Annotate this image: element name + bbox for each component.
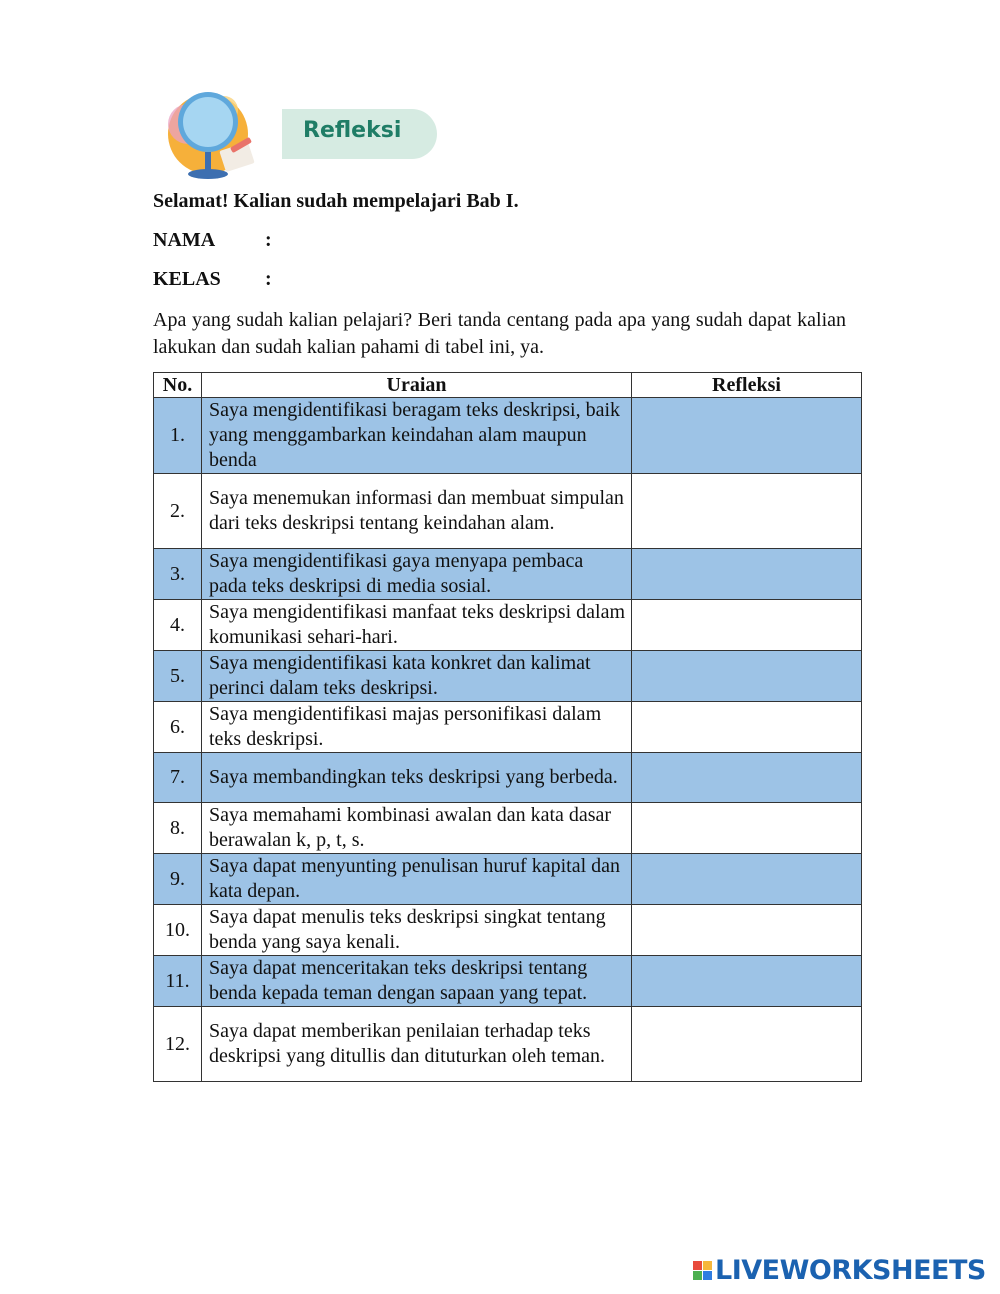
reflection-cell[interactable]: [632, 803, 862, 854]
instructions-text: Apa yang sudah kalian pelajari? Beri tanda centang pada apa yang sudah dapat kalian lakukan dan sudah kalian pahami di tabel ini, ya.: [153, 309, 846, 358]
header-no: No.: [154, 373, 202, 398]
reflection-cell[interactable]: [632, 1007, 862, 1082]
row-description: Saya mengidentifikasi majas personifikasi dalam teks deskripsi.: [202, 702, 632, 753]
row-number: 5.: [154, 651, 202, 702]
liveworksheets-logo-icon: [693, 1261, 712, 1280]
reflection-cell[interactable]: [632, 702, 862, 753]
reflection-cell[interactable]: [632, 956, 862, 1007]
reflection-cell[interactable]: [632, 474, 862, 549]
row-description: Saya dapat menulis teks deskripsi singkat tentang benda yang saya kenali.: [202, 905, 632, 956]
reflection-cell[interactable]: [632, 600, 862, 651]
table-row: [154, 803, 862, 854]
header-uraian: Uraian: [202, 373, 632, 398]
row-description: Saya dapat memberikan penilaian terhadap teks deskripsi yang ditullis dan dituturkan oleh teman.: [202, 1007, 632, 1082]
row-description: Saya mengidentifikasi gaya menyapa pembaca pada teks deskripsi di media sosial.: [202, 549, 632, 600]
row-number: 1.: [154, 398, 202, 474]
row-number: 2.: [154, 474, 202, 549]
name-label: NAMA: [153, 229, 216, 251]
table-header-row: [154, 373, 862, 398]
row-number: 9.: [154, 854, 202, 905]
liveworksheets-brand: LIVEWORKSHEETS: [715, 1254, 986, 1286]
table-row: [154, 854, 862, 905]
row-description: Saya membandingkan teks deskripsi yang berbeda.: [202, 753, 632, 803]
row-description: Saya dapat menyunting penulisan huruf kapital dan kata depan.: [202, 854, 632, 905]
table-row: [154, 702, 862, 753]
reflection-cell[interactable]: [632, 398, 862, 474]
header-refleksi: Refleksi: [632, 373, 862, 398]
row-description: Saya menemukan informasi dan membuat simpulan dari teks deskripsi tentang keindahan alam.: [202, 474, 632, 549]
row-description: Saya memahami kombinasi awalan dan kata dasar berawalan k, p, t, s.: [202, 803, 632, 854]
reflection-table: [153, 372, 862, 1082]
row-number: 10.: [154, 905, 202, 956]
row-number: 12.: [154, 1007, 202, 1082]
reflection-cell[interactable]: [632, 854, 862, 905]
reflection-cell[interactable]: [632, 549, 862, 600]
name-colon: :: [265, 229, 272, 251]
class-colon: :: [265, 268, 272, 290]
table-row: [154, 753, 862, 803]
row-number: 7.: [154, 753, 202, 803]
row-number: 11.: [154, 956, 202, 1007]
row-number: 4.: [154, 600, 202, 651]
intro-text: Selamat! Kalian sudah mempelajari Bab I.: [153, 190, 519, 212]
row-description: Saya mengidentifikasi beragam teks deskripsi, baik yang menggambarkan keindahan alam maupun benda: [202, 398, 632, 474]
table-row: [154, 549, 862, 600]
class-field: [153, 268, 272, 291]
reflection-cell[interactable]: [632, 753, 862, 803]
reflection-cell[interactable]: [632, 651, 862, 702]
table-row: [154, 474, 862, 549]
table-row: [154, 651, 862, 702]
table-row: [154, 1007, 862, 1082]
row-description: Saya mengidentifikasi manfaat teks deskripsi dalam komunikasi sehari-hari.: [202, 600, 632, 651]
name-field: [153, 229, 272, 252]
table-row: [154, 398, 862, 474]
section-title: Refleksi: [303, 118, 402, 143]
table-row: [154, 956, 862, 1007]
class-label: KELAS: [153, 268, 221, 290]
row-number: 8.: [154, 803, 202, 854]
row-number: 6.: [154, 702, 202, 753]
row-description: Saya mengidentifikasi kata konkret dan kalimat perinci dalam teks deskripsi.: [202, 651, 632, 702]
table-row: [154, 600, 862, 651]
row-description: Saya dapat menceritakan teks deskripsi tentang benda kepada teman dengan sapaan yang tepat.: [202, 956, 632, 1007]
reflection-cell[interactable]: [632, 905, 862, 956]
table-row: [154, 905, 862, 956]
row-number: 3.: [154, 549, 202, 600]
liveworksheets-logo: [693, 1255, 986, 1285]
